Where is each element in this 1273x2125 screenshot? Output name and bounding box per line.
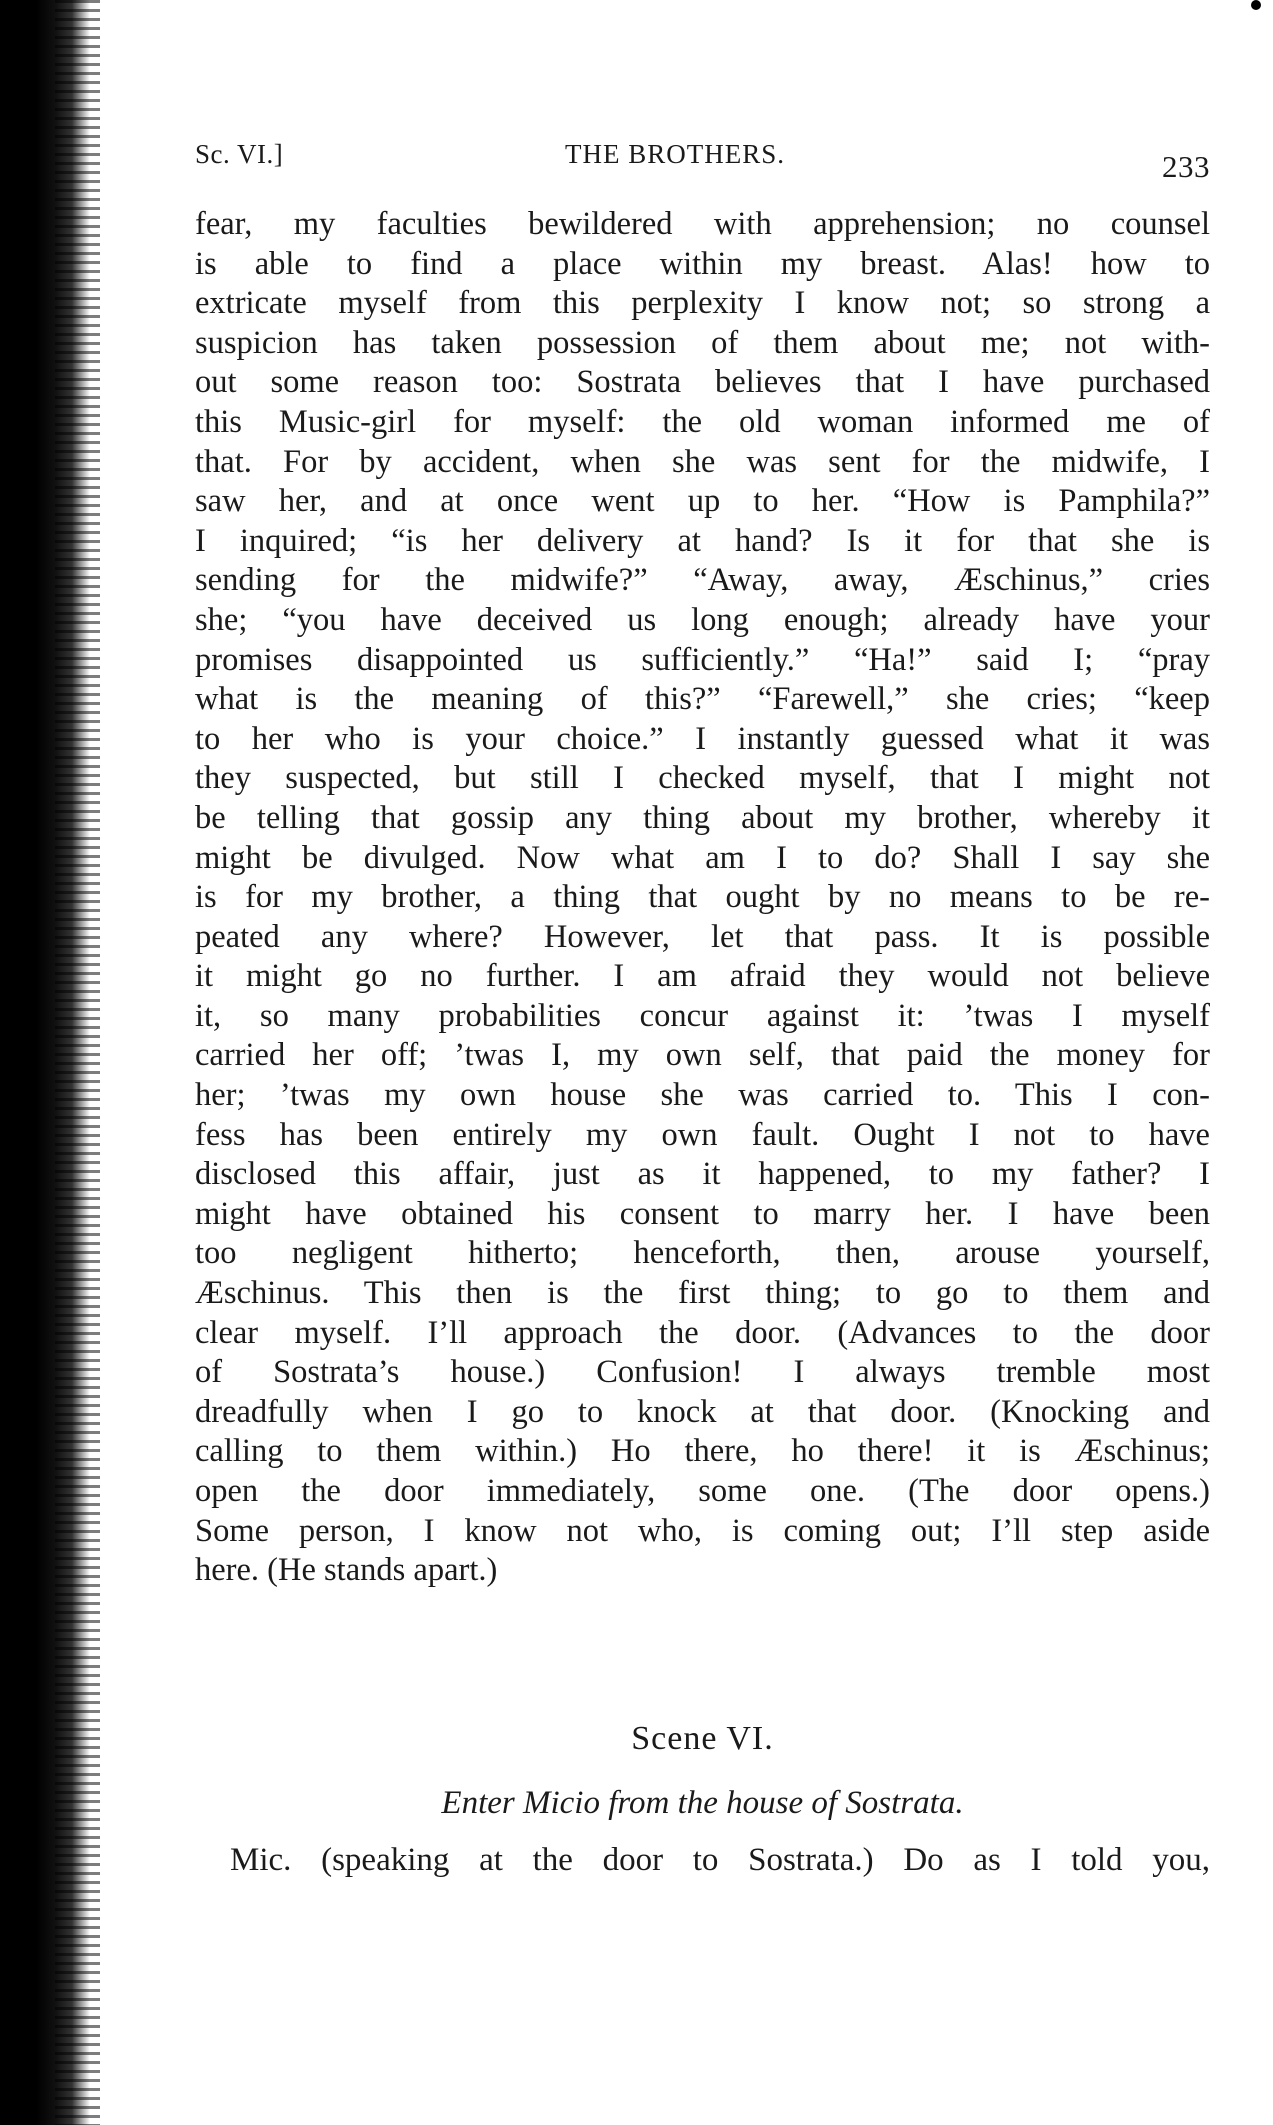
text-line: might be divulged. Now what am I to do? Shall I say she [195, 839, 1210, 876]
page-number: 233 [1162, 149, 1210, 184]
text-line: I inquired; “is her delivery at hand? Is it for that she is [195, 522, 1210, 559]
running-header [195, 135, 1210, 185]
text-line: disclosed this affair, just as it happened, to my father? I [195, 1156, 1210, 1193]
stage-direction: Enter Micio from the house of Sostrata. [441, 1785, 964, 1821]
text-line: sending for the midwife?” “Away, away, Æschinus,” cries [195, 562, 1210, 599]
text-line: to her who is your choice.” I instantly guessed what it was [195, 720, 1210, 757]
text-line: it, so many probabilities concur against it: ’twas I myself [195, 997, 1210, 1034]
text-line: be telling that gossip any thing about my brother, whereby it [195, 799, 1210, 836]
text-line: might have obtained his consent to marry her. I have been [195, 1195, 1210, 1232]
text-line: carried her off; ’twas I, my own self, that paid the money for [195, 1037, 1210, 1074]
text-line: peated any where? However, let that pass. It is possible [195, 918, 1210, 955]
text-line: what is the meaning of this?” “Farewell,” she cries; “keep [195, 681, 1210, 718]
text-line: too negligent hitherto; henceforth, then, arouse yourself, [195, 1235, 1210, 1272]
text-line: extricate myself from this perplexity I know not; so strong a [195, 285, 1210, 322]
text-line: clear myself. I’ll approach the door. (Advances to the door [195, 1314, 1210, 1351]
text-line: promises disappointed us sufficiently.” “Ha!” said I; “pray [195, 641, 1210, 678]
text-line: she; “you have deceived us long enough; already have your [195, 601, 1210, 638]
text-line: is for my brother, a thing that ought by no means to be re- [195, 879, 1210, 916]
scene-heading: Scene VI. [631, 1720, 774, 1757]
text-line: that. For by accident, when she was sent for the midwife, I [195, 443, 1210, 480]
text-line: open the door immediately, some one. (The door opens.) [195, 1473, 1210, 1509]
text-line: dreadfully when I go to knock at that door. (Knocking and [195, 1393, 1210, 1430]
text-line: this Music-girl for myself: the old woman informed me of [195, 403, 1210, 440]
body-text [195, 205, 1210, 1591]
speech-line: Mic. (speaking at the door to Sostrata.) Do as I told you, [230, 1842, 1210, 1878]
ink-mark [1251, 0, 1261, 10]
header-title: THE BROTHERS. [565, 139, 786, 169]
text-line: Some person, I know not who, is coming out; I’ll step aside [195, 1512, 1210, 1549]
text-line: her; ’twas my own house she was carried to. This I con- [195, 1077, 1210, 1114]
text-line: fear, my faculties bewildered with apprehension; no counsel [195, 206, 1210, 242]
book-spine-shadow [0, 0, 90, 2125]
text-line: is able to find a place within my breast. Alas! how to [195, 245, 1210, 282]
text-line: fess has been entirely my own fault. Ought I not to have [195, 1116, 1210, 1153]
text-line: Æschinus. This then is the first thing; to go to them and [195, 1275, 1210, 1312]
text-line: of Sostrata’s house.) Confusion! I always tremble most [195, 1354, 1210, 1391]
text-line: here. (He stands apart.) [195, 1552, 498, 1589]
text-line: saw her, and at once went up to her. “How is Pamphila?” [195, 483, 1210, 520]
header-section: Sc. VI.] [195, 139, 284, 169]
text-line: out some reason too: Sostrata believes that I have purchased [195, 364, 1210, 401]
text-line: suspicion has taken possession of them about me; not with- [195, 324, 1210, 361]
text-line: it might go no further. I am afraid they would not believe [195, 958, 1210, 995]
text-line: they suspected, but still I checked myself, that I might not [195, 760, 1210, 797]
text-line: calling to them within.) Ho there, ho there! it is Æschinus; [195, 1433, 1210, 1470]
